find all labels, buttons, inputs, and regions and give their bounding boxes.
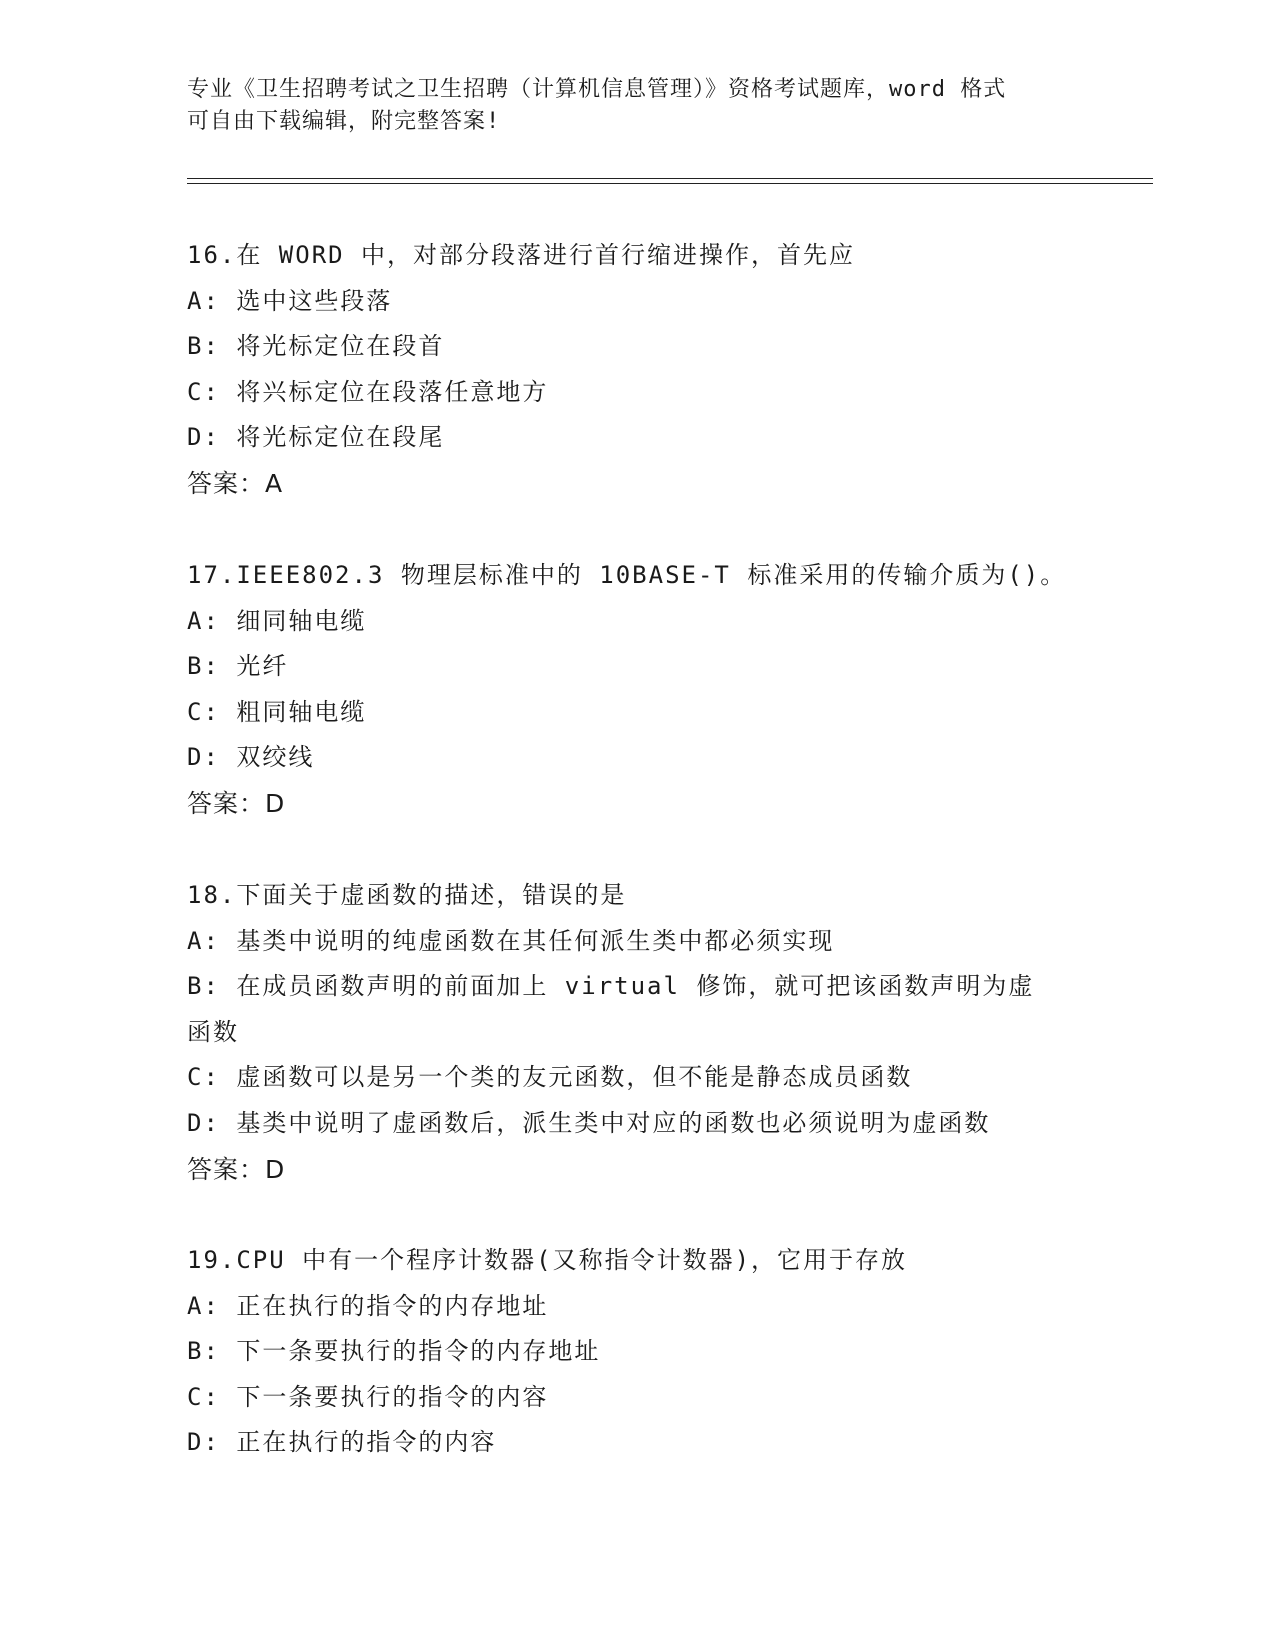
option-a: A: 正在执行的指令的内存地址 (187, 1291, 549, 1320)
question-stem: 16.在 WORD 中，对部分段落进行首行缩进操作，首先应 (187, 241, 856, 269)
answer-label: 答案：D (187, 788, 286, 818)
question-19 (187, 1238, 1087, 1466)
option-d: D: 正在执行的指令的内容 (187, 1428, 497, 1457)
option-b: B: 下一条要执行的指令的内存地址 (187, 1337, 601, 1366)
option-b-continued: 函数 (187, 1017, 239, 1046)
question-stem: 18.下面关于虚函数的描述，错误的是 (187, 881, 627, 909)
header-divider-top (187, 178, 1153, 179)
header-line-2: 可自由下载编辑，附完整答案! (187, 109, 501, 134)
header-line-1: 专业《卫生招聘考试之卫生招聘（计算机信息管理）》资格考试题库，word 格式 (187, 77, 1007, 102)
option-c: C: 虚函数可以是另一个类的友元函数，但不能是静态成员函数 (187, 1063, 913, 1092)
option-d: D: 双绞线 (187, 743, 315, 772)
question-17 (187, 553, 1087, 827)
option-a: A: 细同轴电缆 (187, 606, 367, 635)
document-header (187, 74, 1087, 138)
question-18 (187, 873, 1087, 1192)
option-c: C: 下一条要执行的指令的内容 (187, 1382, 549, 1411)
option-b: B: 光纤 (187, 652, 289, 681)
option-a: A: 选中这些段落 (187, 286, 393, 315)
question-16 (187, 233, 1087, 507)
option-c: C: 将兴标定位在段落任意地方 (187, 377, 549, 406)
question-stem: 19.CPU 中有一个程序计数器(又称指令计数器)，它用于存放 (187, 1246, 908, 1274)
answer-label: 答案：D (187, 1154, 286, 1184)
option-a: A: 基类中说明的纯虚函数在其任何派生类中都必须实现 (187, 926, 835, 955)
question-stem: 17.IEEE802.3 物理层标准中的 10BASE-T 标准采用的传输介质为()。 (187, 561, 1067, 589)
option-d: D: 将光标定位在段尾 (187, 423, 445, 452)
option-d: D: 基类中说明了虚函数后，派生类中对应的函数也必须说明为虚函数 (187, 1108, 991, 1137)
header-divider-bottom (187, 183, 1153, 184)
option-b: B: 将光标定位在段首 (187, 332, 445, 361)
option-b: B: 在成员函数声明的前面加上 virtual 修饰，就可把该函数声明为虚 (187, 972, 1035, 1001)
answer-label: 答案：A (187, 468, 284, 498)
option-c: C: 粗同轴电缆 (187, 697, 367, 726)
